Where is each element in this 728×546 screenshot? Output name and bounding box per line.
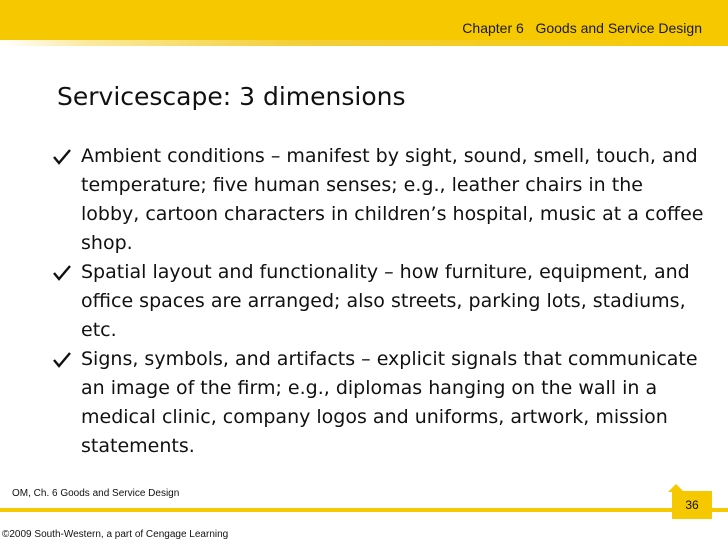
bullet-text: Signs, symbols, and artifacts – explicit signals that communicate an image of the firm; e.g., diplomas hanging on the wall in a medical clinic, company logos and uniforms, artwork, mission statements. <box>81 348 698 457</box>
bullet-text: Spatial layout and functionality – how furniture, equipment, and office spaces are arranged; also streets, parking lots, stadiums, etc. <box>81 261 690 341</box>
page-number: 36 <box>685 498 699 512</box>
footer-copyright: ©2009 South-Western, a part of Cengage Learning <box>2 529 229 540</box>
footer-divider <box>0 508 728 512</box>
bullet-item <box>47 345 707 461</box>
bullet-item <box>47 258 707 345</box>
bullet-text: Ambient conditions – manifest by sight, sound, smell, touch, and temperature; five human senses; e.g., leather chairs in the lobby, cartoon characters in children’s hospital, music at a coffee shop. <box>81 145 704 254</box>
chapter-title: Chapter 6 Goods and Service Design <box>462 20 702 36</box>
header-stripe <box>0 40 728 46</box>
bullet-list <box>47 142 707 461</box>
checkmark-icon <box>47 345 81 374</box>
page-tab-notch <box>668 484 684 492</box>
checkmark-icon <box>47 142 81 171</box>
bullet-item <box>47 142 707 258</box>
checkmark-icon <box>47 258 81 287</box>
slide-title: Servicescape: 3 dimensions <box>57 82 406 111</box>
footer-course-line: OM, Ch. 6 Goods and Service Design <box>12 488 180 499</box>
